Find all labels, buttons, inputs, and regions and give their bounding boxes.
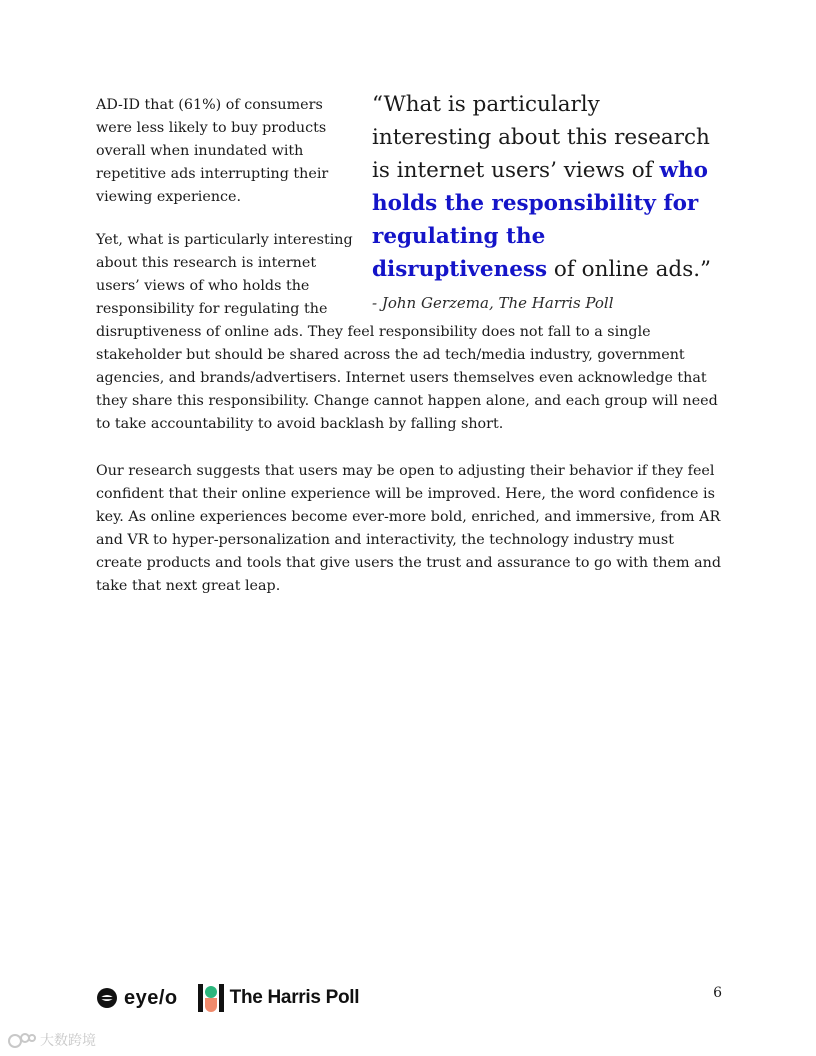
- eyeo-logo-text: eye/o: [124, 986, 178, 1009]
- footer-logos: [96, 983, 359, 1013]
- pull-quote: [372, 88, 722, 312]
- quote-text: [372, 88, 722, 286]
- quote-highlight: who holds the responsibility for regulating the disruptiveness: [372, 158, 708, 282]
- body-paragraph-2-start: Yet, what is particularly interesting about this research is internet users’ views of who holds the responsibility for regulating the: [96, 232, 353, 317]
- watermark-icon: [8, 1031, 36, 1049]
- page-number: 6: [713, 985, 722, 1001]
- eyeo-eye-icon: [96, 987, 118, 1009]
- body-paragraph-3: Our research suggests that users may be open to adjusting their behavior if they feel confident that their online experience will be improved. Here, the word confidence is key. As online experiences become ever-more bold, enriched, and immersive, from AR and VR to hyper-personalization and interactivity, the technology industry must create products and tools that give users the trust and assurance to go with them and take that next great leap.: [96, 463, 721, 594]
- quote-attribution: - John Gerzema, The Harris Poll: [372, 294, 614, 312]
- body-paragraph-2-continued: [96, 321, 722, 436]
- quote-text-after: of online ads.”: [547, 257, 712, 282]
- harris-poll-mark-icon: [198, 984, 224, 1012]
- eyeo-logo: [96, 987, 178, 1010]
- watermark-text: 大数跨境: [40, 1033, 96, 1049]
- harris-poll-logo-text: The Harris Poll: [229, 987, 360, 1008]
- left-column: [96, 94, 358, 321]
- body-paragraph-1: AD-ID that (61%) of consumers were less likely to buy products overall when inundated with repetitive ads interrupting their viewing experience.: [96, 97, 329, 205]
- body-paragraph-2-text: disruptiveness of online ads. They feel responsibility does not fall to a single stakeholder but should be shared across the ad tech/media industry, government agencies, and brands/advertisers. Internet users themselves even acknowledge that they share this responsibility. Change cannot happen alone, and each group will need to take accountability to avoid backlash by falling short.: [96, 324, 718, 432]
- quote-text-before: “What is particularly interesting about this research is internet users’ views of: [372, 92, 710, 183]
- harris-poll-logo: [198, 984, 360, 1012]
- watermark: [8, 1030, 96, 1050]
